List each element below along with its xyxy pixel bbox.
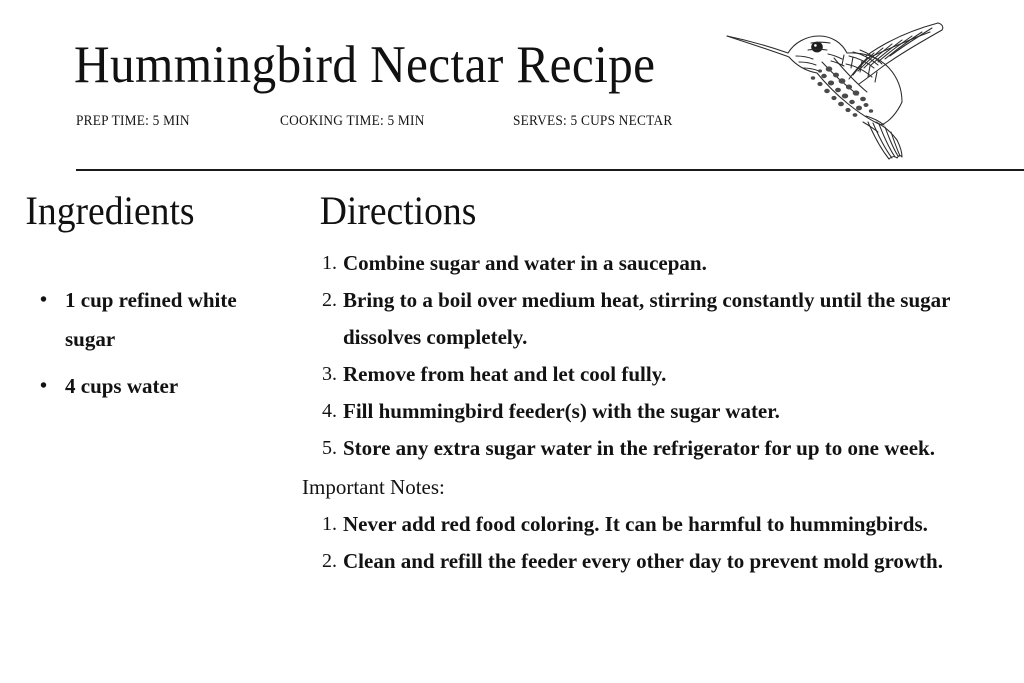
header-divider (76, 169, 1024, 171)
meta-cooking-time: COOKING TIME: 5 MIN (280, 113, 425, 129)
ingredients-section (0, 172, 300, 414)
list-item: Remove from heat and let cool fully. (343, 362, 667, 386)
list-item: Never add red food coloring. It can be harmful to hummingbirds. (343, 512, 928, 536)
ingredients-heading: Ingredients (25, 188, 195, 233)
list-item: Fill hummingbird feeder(s) with the sugar water. (343, 399, 780, 423)
directions-heading: Directions (319, 188, 477, 233)
important-notes-heading: Important Notes: (302, 475, 445, 499)
recipe-body (0, 172, 1024, 683)
list-item: Store any extra sugar water in the refrigerator for up to one week. (343, 436, 935, 460)
directions-section (300, 172, 1024, 580)
list-item: • 4 cups water (40, 367, 280, 406)
page-title: Hummingbird Nectar Recipe (74, 36, 656, 94)
hummingbird-illustration (716, 12, 948, 167)
list-item: • 1 cup refined white sugar (40, 281, 280, 359)
list-item: Bring to a boil over medium heat, stirring constantly until the sugar dissolves completely. (343, 288, 951, 349)
important-notes-list (300, 506, 1024, 580)
recipe-meta-row (76, 113, 716, 137)
meta-prep-time: PREP TIME: 5 MIN (76, 113, 190, 129)
meta-serves: SERVES: 5 CUPS NECTAR (513, 113, 673, 129)
list-item: Clean and refill the feeder every other day to prevent mold growth. (343, 549, 943, 573)
recipe-header (0, 0, 1024, 172)
directions-steps-list (300, 233, 1024, 467)
list-item: Combine sugar and water in a saucepan. (343, 251, 707, 275)
ingredients-list (0, 233, 300, 406)
